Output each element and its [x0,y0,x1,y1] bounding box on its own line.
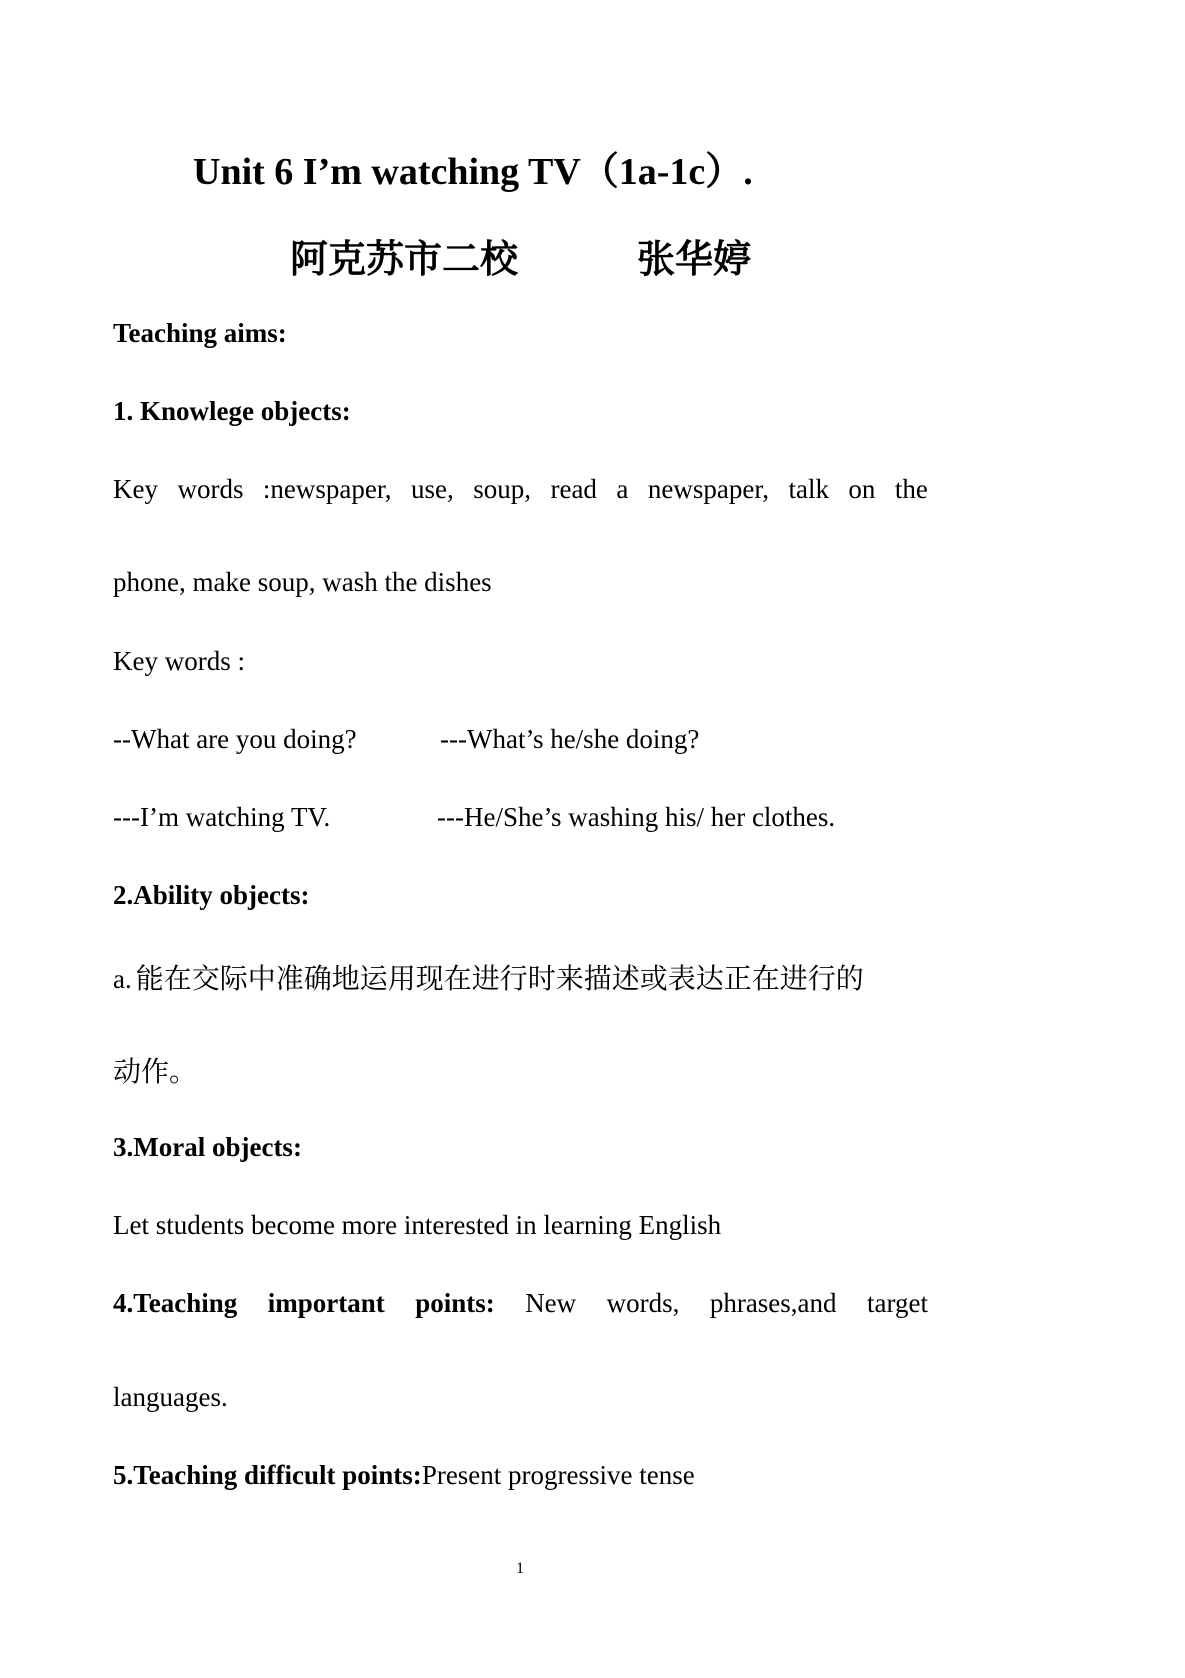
important-points-line-2: languages. [113,1382,228,1412]
moral-objects-text: Let students become more interested in learning English [113,1210,722,1240]
dialog-1-question: --What are you doing? [113,724,357,754]
key-word-token: the [894,474,928,504]
dialog-2-answer: ---I’m watching TV. [113,802,331,832]
key-word-token: :newspaper, [262,474,392,504]
difficult-points-text: Present progressive tense [421,1460,695,1490]
important-points-heading-word: points: [415,1288,495,1318]
important-points-text-word: target [867,1288,928,1318]
ability-item-a-line-2: 动作。 [113,1055,198,1088]
ability-item-a-line-1: 能在交际中准确地运用现在进行时来描述或表达正在进行的 [135,962,864,995]
moral-objects-heading: 3.Moral objects: [113,1132,302,1162]
key-words-line-1 [113,474,928,505]
knowledge-objects-heading: 1. Knowlege objects: [113,396,351,426]
key-words-label: Key words : [113,646,245,676]
key-word-token: a [616,474,629,504]
dialog-2-answer-third-person: ---He/She’s washing his/ her clothes. [437,802,836,832]
key-word-token: use, [411,474,454,504]
key-word-token: read [550,474,597,504]
key-word-token: words [177,474,244,504]
key-word-token: Key [113,474,158,504]
teaching-aims-heading: Teaching aims: [113,318,287,348]
page-number: 1 [516,1560,524,1577]
key-word-token: newspaper, [647,474,769,504]
ability-item-a [113,957,864,997]
author-name: 张华婷 [637,237,752,281]
dialog-1-question-third-person: ---What’s he/she doing? [440,724,700,754]
difficult-points-line [113,1460,695,1491]
key-word-token: soup, [473,474,531,504]
document-title: Unit 6 I’m watching TV（1a-1c）. [193,151,753,193]
school-name: 阿克苏市二校 [290,237,519,281]
key-words-line-2: phone, make soup, wash the dishes [113,567,492,597]
difficult-points-heading: 5.Teaching difficult points: [113,1460,422,1490]
important-points-text-word: words, [606,1288,680,1318]
important-points-heading-word: 4.Teaching [113,1288,238,1318]
important-points-heading-word: important [267,1288,385,1318]
ability-item-a-prefix: a. [113,964,132,994]
important-points-text-word: New [525,1288,577,1318]
key-word-token: talk [788,474,829,504]
ability-objects-heading: 2.Ability objects: [113,880,310,910]
important-points-line-1 [113,1288,928,1319]
key-word-token: on [848,474,876,504]
important-points-text-word: phrases,and [709,1288,837,1318]
